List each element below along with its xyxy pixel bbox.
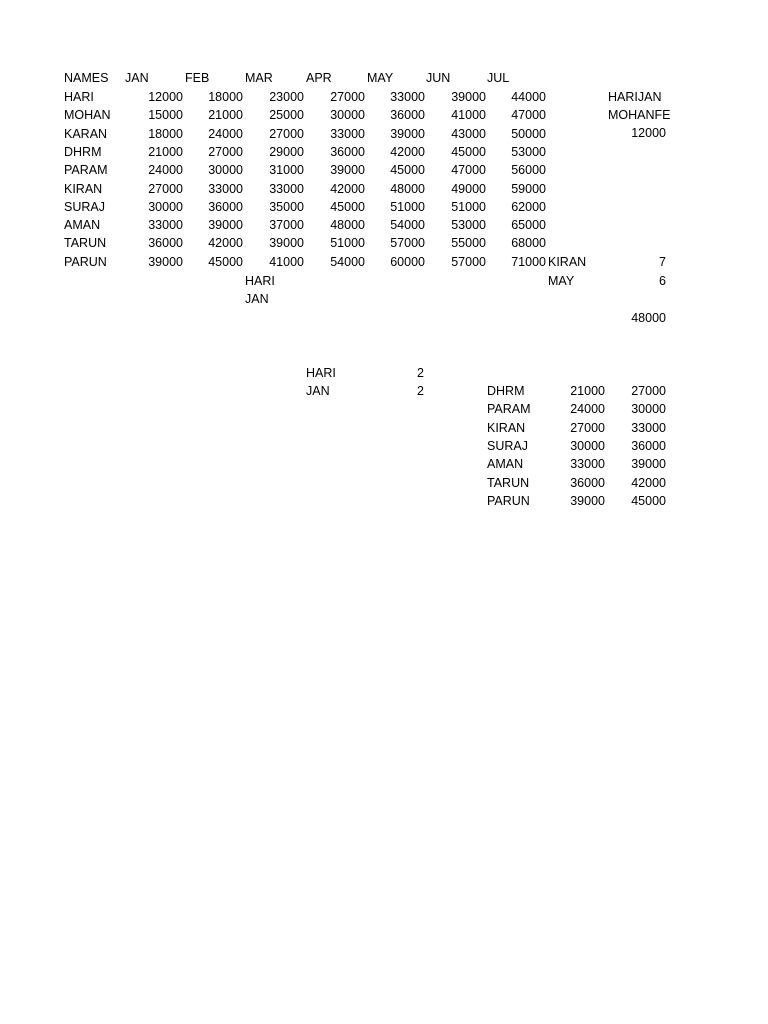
row-value: 30000 (208, 163, 243, 177)
row-value: 36000 (208, 200, 243, 214)
row-value: 57000 (390, 236, 425, 250)
row-value: 18000 (208, 90, 243, 104)
side-harijan: HARIJAN (608, 90, 662, 104)
row-value: 43000 (451, 127, 486, 141)
row-value: 39000 (390, 127, 425, 141)
row-value: 48000 (390, 182, 425, 196)
row-value: 33000 (208, 182, 243, 196)
row-value: 51000 (390, 200, 425, 214)
row-value: 50000 (511, 127, 546, 141)
row-value: 44000 (511, 90, 546, 104)
row-name: SURAJ (64, 200, 105, 214)
row-value: 27000 (330, 90, 365, 104)
row-value: 48000 (330, 218, 365, 232)
subtable-name: PARAM (487, 402, 531, 416)
row-value: 27000 (269, 127, 304, 141)
row-value: 39000 (451, 90, 486, 104)
subtable-value-a: 39000 (570, 494, 605, 508)
row-value: 42000 (390, 145, 425, 159)
row-value: 35000 (269, 200, 304, 214)
row-value: 39000 (148, 255, 183, 269)
header-cell-jul: JUL (487, 71, 510, 85)
subtable-name: DHRM (487, 384, 525, 398)
header-cell-jun: JUN (426, 71, 451, 85)
subtable-value-a: 30000 (570, 439, 605, 453)
row-value: 30000 (148, 200, 183, 214)
row-value: 29000 (269, 145, 304, 159)
subtable-name: SURAJ (487, 439, 528, 453)
row-value: 47000 (511, 108, 546, 122)
row-value: 27000 (208, 145, 243, 159)
row-value: 41000 (451, 108, 486, 122)
header-cell-names: NAMES (64, 71, 109, 85)
row-value: 36000 (330, 145, 365, 159)
row-name: PARUN (64, 255, 107, 269)
row-value: 47000 (451, 163, 486, 177)
lookup-hari: HARI (306, 366, 336, 380)
row-value: 25000 (269, 108, 304, 122)
lookup-hari-value: 2 (417, 366, 424, 380)
row-value: 12000 (148, 90, 183, 104)
subtable-value-a: 21000 (570, 384, 605, 398)
row-value: 51000 (330, 236, 365, 250)
row-value: 54000 (390, 218, 425, 232)
subtable-value-a: 33000 (570, 457, 605, 471)
subtable-value-a: 27000 (570, 421, 605, 435)
row-value: 21000 (208, 108, 243, 122)
row-value: 15000 (148, 108, 183, 122)
row-value: 21000 (148, 145, 183, 159)
row-value: 49000 (451, 182, 486, 196)
row-value: 45000 (208, 255, 243, 269)
side-number-7: 7 (659, 255, 666, 269)
side-kiran: KIRAN (548, 255, 587, 269)
row-name: PARAM (64, 163, 108, 177)
subtable-value-b: 39000 (631, 457, 666, 471)
side-may: MAY (548, 274, 575, 288)
row-value: 68000 (511, 236, 546, 250)
row-value: 39000 (269, 236, 304, 250)
row-value: 24000 (208, 127, 243, 141)
row-value: 55000 (451, 236, 486, 250)
header-cell-mar: MAR (245, 71, 273, 85)
row-value: 30000 (330, 108, 365, 122)
row-value: 53000 (511, 145, 546, 159)
row-name: KIRAN (64, 182, 103, 196)
row-value: 31000 (269, 163, 304, 177)
header-cell-feb: FEB (185, 71, 210, 85)
row-value: 36000 (390, 108, 425, 122)
subtable-value-b: 27000 (631, 384, 666, 398)
subtable-value-a: 36000 (570, 476, 605, 490)
side-value-48000: 48000 (631, 311, 666, 325)
row-value: 65000 (511, 218, 546, 232)
header-cell-may: MAY (367, 71, 394, 85)
row-value: 41000 (269, 255, 304, 269)
row-value: 42000 (330, 182, 365, 196)
row-value: 54000 (330, 255, 365, 269)
row-value: 59000 (511, 182, 546, 196)
row-name: AMAN (64, 218, 101, 232)
row-value: 56000 (511, 163, 546, 177)
subtable-value-b: 45000 (631, 494, 666, 508)
row-value: 18000 (148, 127, 183, 141)
row-value: 39000 (330, 163, 365, 177)
lookup-jan: JAN (306, 384, 330, 398)
subtable-value-b: 42000 (631, 476, 666, 490)
header-cell-jan: JAN (125, 71, 149, 85)
row-value: 23000 (269, 90, 304, 104)
row-value: 37000 (269, 218, 304, 232)
row-value: 36000 (148, 236, 183, 250)
row-value: 24000 (148, 163, 183, 177)
row-value: 62000 (511, 200, 546, 214)
subtable-name: KIRAN (487, 421, 526, 435)
row-name: DHRM (64, 145, 102, 159)
mid-jan: JAN (245, 292, 269, 306)
row-name: TARUN (64, 236, 107, 250)
subtable-value-b: 33000 (631, 421, 666, 435)
row-value: 33000 (390, 90, 425, 104)
row-value: 45000 (330, 200, 365, 214)
row-value: 42000 (208, 236, 243, 250)
mid-hari: HARI (245, 274, 275, 288)
subtable-name: AMAN (487, 457, 524, 471)
row-value: 53000 (451, 218, 486, 232)
row-value: 33000 (330, 127, 365, 141)
row-value: 45000 (451, 145, 486, 159)
side-number-6: 6 (659, 274, 666, 288)
subtable-name: TARUN (487, 476, 530, 490)
subtable-value-a: 24000 (570, 402, 605, 416)
subtable-value-b: 30000 (631, 402, 666, 416)
row-value: 45000 (390, 163, 425, 177)
subtable-value-b: 36000 (631, 439, 666, 453)
side-value-12000: 12000 (631, 126, 666, 140)
row-value: 27000 (148, 182, 183, 196)
header-cell-apr: APR (306, 71, 332, 85)
row-value: 57000 (451, 255, 486, 269)
row-name: KARAN (64, 127, 108, 141)
subtable-name: PARUN (487, 494, 530, 508)
row-name: MOHAN (64, 108, 111, 122)
row-value: 51000 (451, 200, 486, 214)
row-value: 71000 (511, 255, 546, 269)
side-mohanfe: MOHANFE (608, 108, 671, 122)
row-value: 60000 (390, 255, 425, 269)
row-value: 39000 (208, 218, 243, 232)
row-value: 33000 (269, 182, 304, 196)
lookup-jan-value: 2 (417, 384, 424, 398)
row-value: 33000 (148, 218, 183, 232)
row-name: HARI (64, 90, 94, 104)
